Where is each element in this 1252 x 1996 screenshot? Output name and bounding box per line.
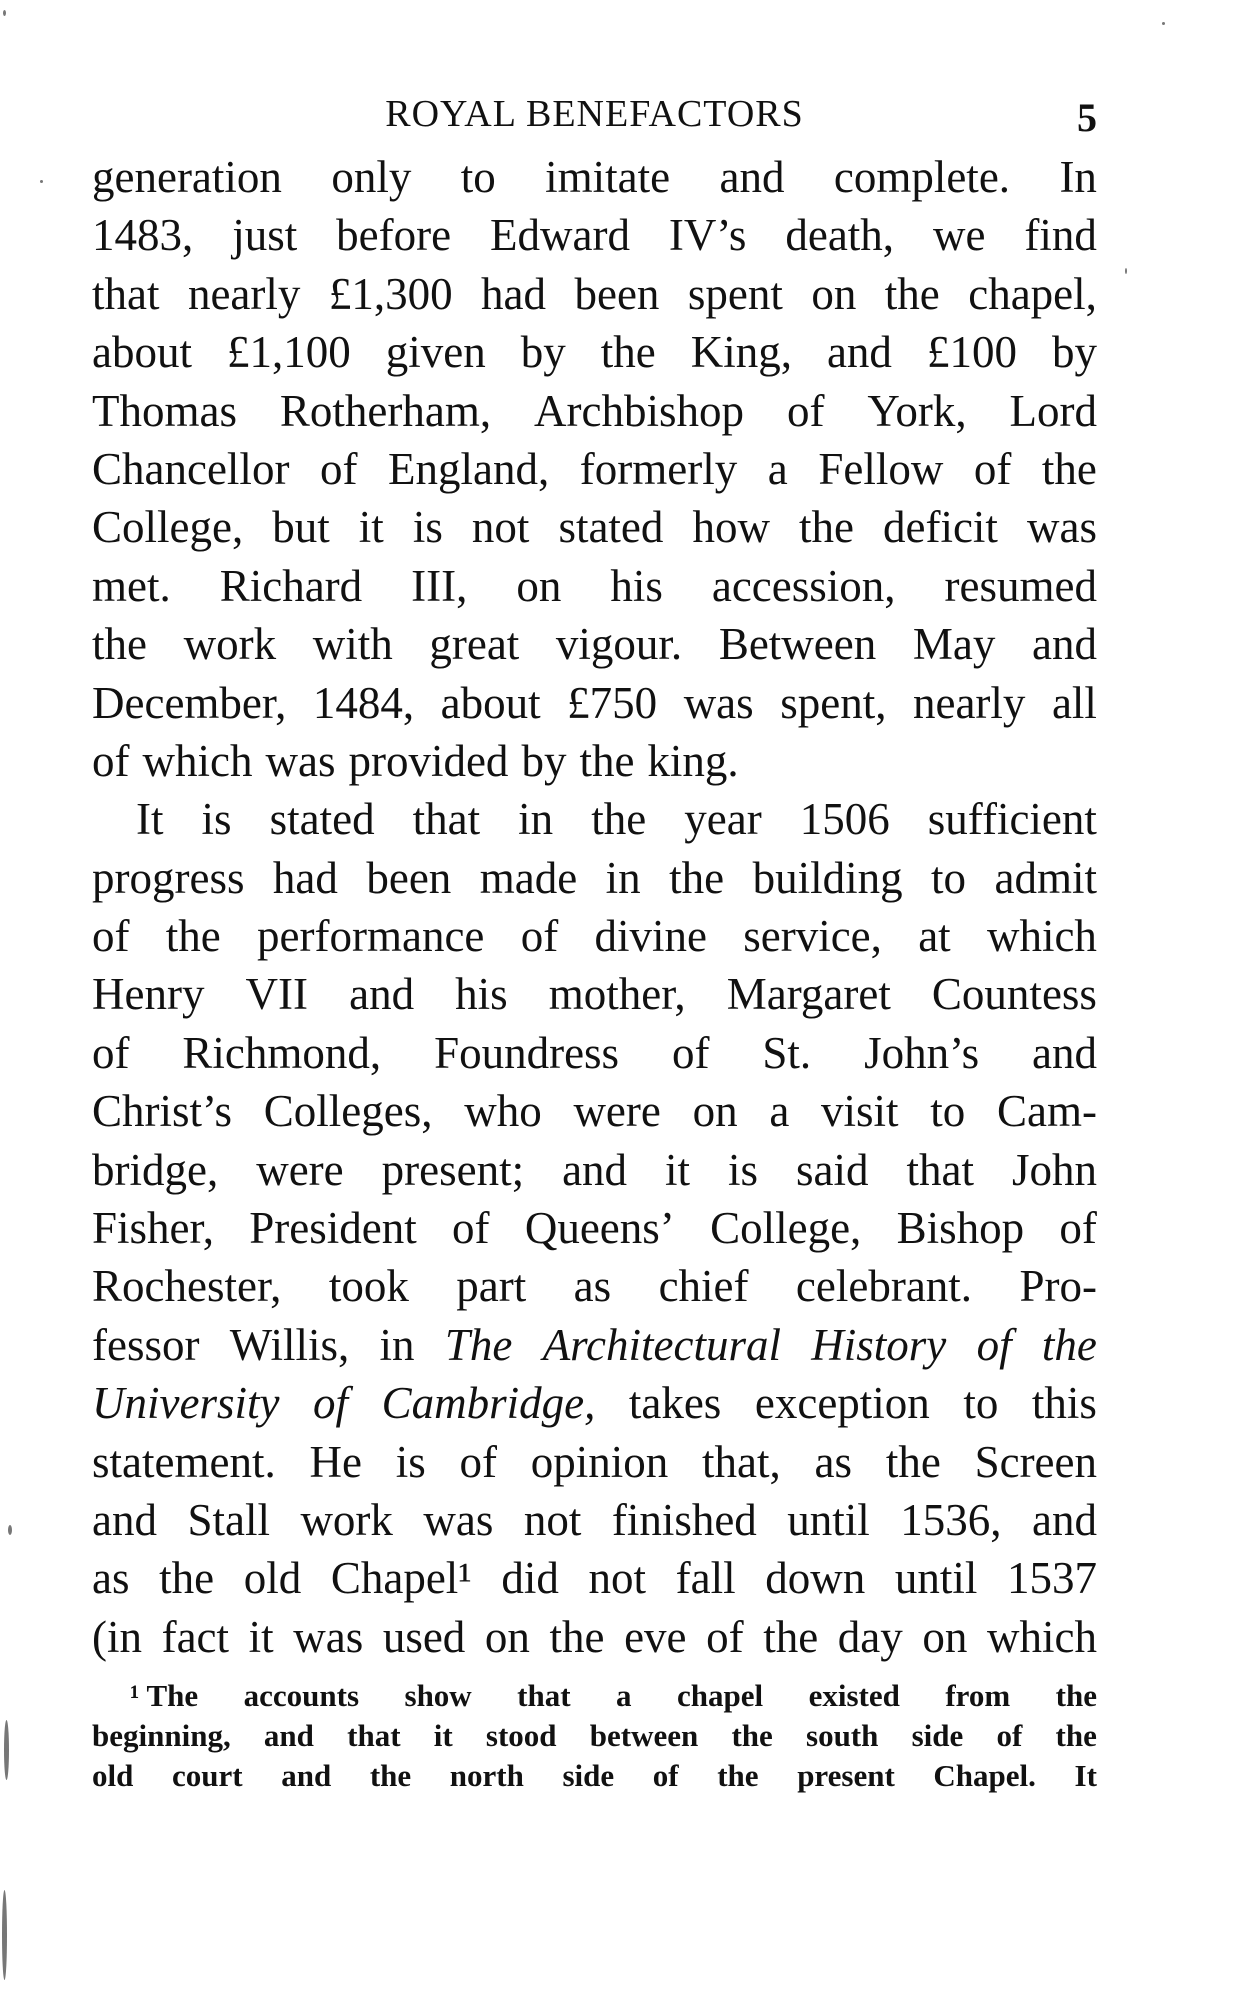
word: on [484,1611,530,1662]
word: in [518,794,554,845]
word: but [272,502,330,553]
word: existed [808,1678,900,1713]
word: Chapel. [933,1758,1036,1793]
body-line [92,265,1097,323]
word: death, [785,210,895,261]
word: the [591,794,647,845]
word: complete. [833,152,1011,202]
word: 1506 [799,794,890,845]
scan-speck [8,1525,12,1535]
word: court [171,1758,243,1793]
word: of [671,1027,710,1078]
word: Willis, [229,1319,350,1370]
word: chief [658,1261,749,1312]
word: Fisher, [92,1203,214,1254]
word: it [665,1144,691,1195]
word: Countess [931,969,1097,1020]
body-line [92,440,1097,498]
body-text [92,148,1097,1666]
word: the [763,1611,819,1662]
word: it [248,1611,274,1662]
body-line [92,1024,1097,1082]
body-line [92,1257,1097,1315]
word: Christ’s [92,1086,233,1137]
body-line [92,498,1097,556]
word: the [798,502,854,553]
word: Screen [974,1436,1097,1487]
scan-speck [1162,22,1165,25]
body-line [92,1374,1097,1432]
word: and [349,969,415,1020]
word: of [520,911,559,962]
word: In [1059,152,1097,202]
word: been [366,852,452,903]
body-line [92,1549,1097,1607]
word: statement. [92,1436,276,1487]
word: Richard [219,560,363,611]
word: deficit [882,502,998,553]
word: Stall [187,1494,270,1545]
word: of [452,1203,490,1254]
scan-speck [3,10,6,16]
word: as [814,1436,853,1487]
word: VII [245,969,309,1020]
word: chapel, [968,268,1097,319]
word: provided [348,735,509,786]
scan-speck [2,1890,7,1980]
word: 1483, [92,210,194,261]
word: III, [411,560,468,611]
word: May [912,619,996,670]
word: work [183,619,277,670]
page-header [92,92,1097,142]
word: Henry [92,969,205,1020]
word: England, [388,443,550,494]
footnote-line [92,1716,1097,1756]
word: in [605,852,641,903]
word: visit [821,1086,899,1137]
body-line [92,849,1097,907]
word: side [562,1758,615,1793]
word: before [336,210,452,261]
word: by [520,327,566,378]
word: used [382,1611,466,1662]
word: He [309,1436,362,1487]
word: to [460,152,496,202]
word: the [549,1611,605,1662]
word: to [931,852,967,903]
word: Richmond, [182,1027,382,1078]
word: spent, [780,677,887,728]
word: bridge, [92,1144,219,1195]
word: were [573,1086,661,1137]
word: spent [687,268,783,319]
word: Archbishop [534,385,745,436]
word: £1,300 [328,268,453,319]
body-line [92,907,1097,965]
word: that [906,1144,974,1195]
word: made [479,852,578,903]
word: the [92,619,147,670]
word: of [652,1758,679,1793]
word: finished [611,1494,757,1545]
word: Queens’ [524,1203,675,1254]
word: that [92,268,160,319]
word: the [600,327,656,378]
word: admit [994,852,1097,903]
word: the [1041,1319,1097,1370]
body-line [92,1199,1097,1257]
word: and [719,152,785,202]
word: were [256,1144,344,1195]
word: present [797,1758,895,1793]
body-line [92,557,1097,615]
word: Margaret [726,969,891,1020]
word: old [243,1553,302,1604]
word: resumed [944,560,1097,611]
word: £750 [567,677,658,728]
word: in [379,1319,415,1370]
word: that [517,1678,571,1713]
word: St. [762,1027,812,1078]
word: and [1032,619,1097,670]
word: nearly [912,677,1026,728]
word: year [684,794,762,845]
word: Foundress [434,1027,620,1078]
word: a [616,1678,632,1713]
word: his [455,969,508,1020]
word: the [669,852,725,903]
word: Lord [1009,385,1097,436]
word: of [92,735,130,786]
word: only [331,152,412,202]
body-line [92,1082,1097,1140]
word: was [1026,502,1097,553]
word: Pro- [1019,1261,1097,1312]
word: £1,100 [226,327,351,378]
word: the [884,268,940,319]
word: on [811,268,857,319]
word: It [136,794,164,845]
word: find [1024,210,1097,261]
word: about [92,327,192,378]
word: fessor [92,1319,200,1370]
word: as [92,1553,130,1604]
word: by [521,735,567,786]
word: to [963,1378,999,1429]
word: of [319,443,358,494]
word: and [1031,1494,1097,1545]
word: not [523,1494,582,1545]
word: takes [628,1378,722,1429]
word: celebrant. [795,1261,973,1312]
word: performance [257,911,485,962]
word: progress [92,852,245,903]
word: took [328,1261,409,1312]
body-line [92,148,1097,206]
body-line [92,1316,1097,1374]
word: that, [702,1436,781,1487]
body-line [92,965,1097,1023]
word: was [293,1611,364,1662]
word: Edward [490,210,630,261]
word: Architectural [542,1319,781,1370]
word: Rochester, [92,1261,282,1312]
word: had [481,268,547,319]
word: the [369,1758,412,1793]
word: the [165,911,221,962]
word: stated [558,502,664,553]
word: is [201,794,232,845]
word: it [433,1718,453,1753]
word: Cambridge, [381,1378,596,1429]
body-line [92,382,1097,440]
word: of [996,1718,1023,1753]
scan-speck [1125,268,1127,274]
word: Bishop [896,1203,1025,1254]
word: imitate [545,152,671,202]
word: John [1011,1144,1097,1195]
word: divine [594,911,707,962]
word: which [142,735,253,786]
word: exception [754,1378,930,1429]
word: which [986,1611,1097,1662]
word: it [358,502,384,553]
word: on [516,560,562,611]
word: the [159,1553,215,1604]
word: which [986,911,1097,962]
word: was [265,735,336,786]
footnote [92,1676,1097,1796]
word: the [717,1758,759,1793]
word: vigour. [555,619,683,670]
page-number: 5 [1077,95,1097,140]
word: fact [161,1611,230,1662]
word: down [765,1553,866,1604]
body-line [92,732,1097,790]
word: south [806,1718,879,1753]
word: University [92,1378,280,1429]
word: Chancellor [92,443,290,494]
word: John’s [864,1027,980,1078]
word: about [440,677,541,728]
word: sufficient [927,794,1097,845]
word: of [786,385,825,436]
word: not [588,1553,647,1604]
footnote-line [92,1756,1097,1796]
word: on [692,1086,738,1137]
word: how [692,502,770,553]
word: the [731,1718,773,1753]
word: accession, [711,560,896,611]
word: was [423,1494,494,1545]
body-line [92,1141,1097,1199]
word: formerly [579,443,738,494]
word: beginning, [92,1718,231,1753]
word: until [787,1494,870,1545]
word: and [826,327,892,378]
word: the [579,735,635,786]
word: a [769,1086,790,1137]
word: the [1055,1718,1097,1753]
word: Between [718,619,877,670]
word: who [464,1086,542,1137]
word: this [1031,1378,1097,1429]
word: to [930,1086,966,1137]
word: great [429,619,520,670]
word: Fellow [818,443,944,494]
word: of [973,443,1012,494]
word: work [300,1494,393,1545]
word: north [449,1758,524,1793]
word: Cam- [997,1086,1097,1137]
word: stated [269,794,375,845]
word: king. [647,735,739,786]
word: a [767,443,788,494]
word: given [385,327,486,378]
word: at [918,911,951,962]
word: on [922,1611,968,1662]
word: and [1032,1027,1097,1078]
word: chapel [677,1678,764,1713]
word: is [412,502,443,553]
word: mother, [548,969,686,1020]
word: met. [92,560,171,611]
word: between [589,1718,699,1753]
word: The [444,1319,513,1370]
word: from [945,1678,1011,1713]
word: did [501,1553,559,1604]
word: with [312,619,393,670]
word: fall [675,1553,736,1604]
word: York, [867,385,967,436]
word: It [1074,1758,1097,1793]
word: as [573,1261,612,1312]
word: Rotherham, [279,385,492,436]
word: of [92,911,130,962]
word: of [1059,1203,1097,1254]
word: £100 [926,327,1017,378]
word: present; [381,1144,525,1195]
word: that [412,794,481,845]
word: part [456,1261,527,1312]
word: said [796,1144,869,1195]
word: accounts [243,1678,360,1713]
word: of [459,1436,497,1487]
word: was [683,677,754,728]
word: and [562,1144,628,1195]
word: just [232,210,298,261]
word: service, [743,911,882,962]
word: the [1041,443,1097,494]
word: and [263,1718,314,1753]
word: until [894,1553,978,1604]
word: the [1055,1678,1097,1713]
word: generation [92,152,282,202]
running-head: ROYAL BENEFACTORS [385,93,804,135]
word: all [1051,677,1097,728]
word: by [1051,327,1097,378]
word: December, [92,677,287,728]
word: we [932,210,986,261]
word: not [471,502,530,553]
body-line [92,1433,1097,1491]
word: of [976,1319,1012,1370]
body-line [92,206,1097,264]
word: is [395,1436,426,1487]
scan-speck [4,1720,9,1780]
word: side [911,1718,964,1753]
word: show [404,1678,472,1713]
body-line [92,323,1097,381]
word: Chapel¹ [330,1553,472,1604]
word: that [347,1718,401,1753]
body-line [92,615,1097,673]
word: had [272,852,338,903]
word: 1484, [312,677,415,728]
body-line [92,1491,1097,1549]
word: eve [624,1611,687,1662]
footnote-line [92,1676,1097,1716]
word: old [92,1758,134,1793]
word: President [249,1203,417,1254]
scan-speck [40,180,43,183]
word: and [92,1494,157,1545]
word: Thomas [92,385,237,436]
word: College, [710,1203,862,1254]
word: been [574,268,660,319]
word: IV’s [668,210,747,261]
body-line [92,790,1097,848]
word: 1536, [900,1494,1002,1545]
word: 1537 [1006,1553,1097,1604]
word: Colleges, [263,1086,433,1137]
word: building [752,852,903,903]
word: and [281,1758,332,1793]
word: of [92,1027,130,1078]
word: (in [92,1611,142,1662]
word: ¹ The [130,1678,199,1713]
word: of [706,1611,744,1662]
word: day [837,1611,903,1662]
word: College, [92,502,244,553]
body-line [92,1608,1097,1666]
word: nearly [187,268,301,319]
word: stood [485,1718,557,1753]
word: the [885,1436,941,1487]
word: King, [690,327,792,378]
word: is [728,1144,759,1195]
word: History [811,1319,947,1370]
word: opinion [530,1436,669,1487]
body-line [92,674,1097,732]
word: of [313,1378,349,1429]
word: his [610,560,663,611]
